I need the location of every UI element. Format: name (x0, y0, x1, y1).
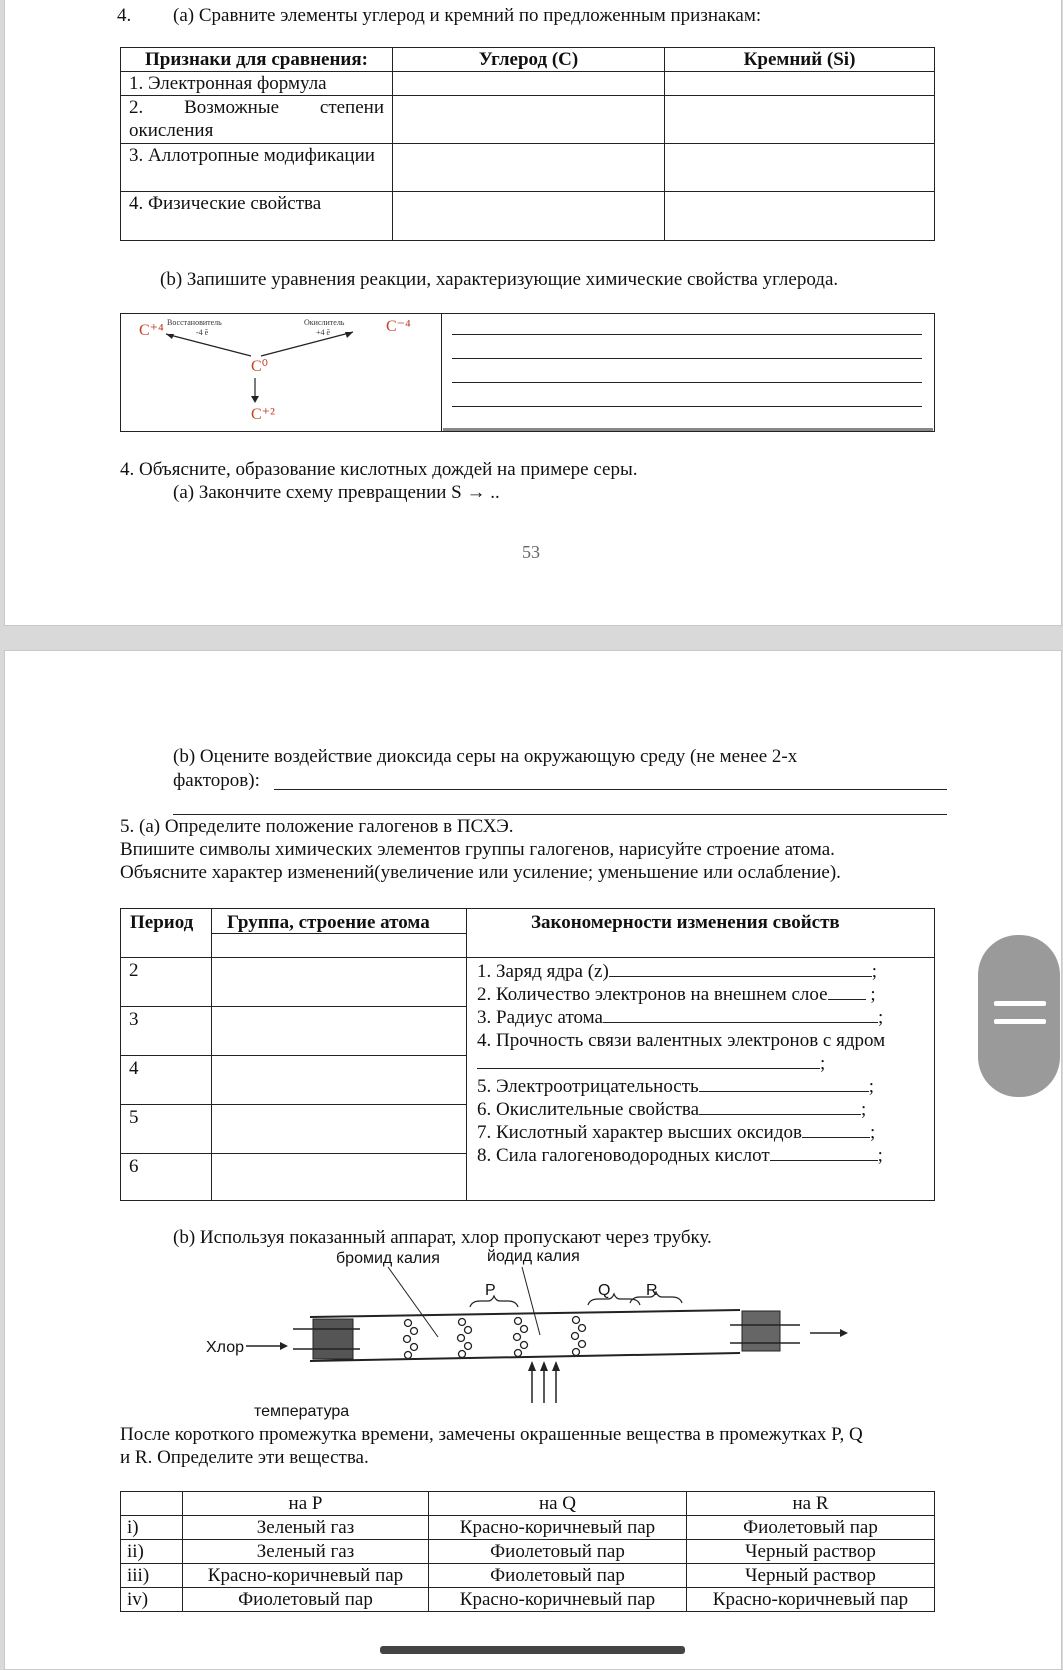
header-group: Группа, строение атома (227, 912, 430, 933)
horizontal-scrollbar[interactable] (380, 1646, 685, 1654)
answer-options-table (120, 1491, 935, 1612)
comparison-table (120, 47, 935, 241)
q4b-title: 4. Объясните, образование кислотных дождей на примере серы. (120, 459, 638, 480)
reducer-electrons: -4 ē (196, 328, 209, 337)
period-4: 4 (129, 1058, 139, 1079)
q5-b-text: (b) Используя показанный аппарат, хлор пропускают через трубку. (173, 1227, 712, 1248)
answer-line[interactable] (452, 406, 922, 407)
right-stopper (742, 1311, 780, 1351)
header-patterns: Закономерности изменения свойств (531, 912, 840, 933)
pattern-1: 1. Заряд ядра (z) ; (477, 961, 878, 982)
after-line2: и R. Определите эти вещества. (120, 1447, 369, 1468)
answer-line[interactable] (274, 789, 947, 790)
header-carbon: Углерод (С) (393, 48, 665, 72)
pattern-8: 8. Сила галогеноводородных кислот ; (477, 1145, 883, 1166)
q5-line1: 5. (a) Определите положение галогенов в ПСХЭ. (120, 816, 514, 837)
c-plus4-label: C⁺⁴ (139, 322, 164, 339)
pattern-3: 3. Радиус атома ; (477, 1007, 884, 1028)
oxidizer-electrons: +4 ē (316, 328, 331, 337)
c0-label: C⁰ (251, 358, 269, 375)
period-3: 3 (129, 1009, 139, 1030)
left-stopper (313, 1319, 353, 1359)
table-cell-input[interactable] (665, 192, 935, 241)
answer-row-ii[interactable]: ii) Зеленый газ Фиолетовый пар Черный раствор (121, 1540, 935, 1564)
table-cell-input[interactable] (393, 72, 665, 96)
answer-line[interactable] (452, 358, 922, 359)
r-label: R (646, 1282, 658, 1299)
reaction-scheme-box (120, 313, 935, 432)
pattern-2: 2. Количество электронов на внешнем слое ; (477, 984, 876, 1005)
header-period: Период (130, 912, 194, 933)
answer-line[interactable] (452, 382, 922, 383)
q4b-a-text: (a) Закончите схему превращении S → .. (173, 482, 500, 503)
pattern-5: 5. Электроотрицательность ; (477, 1076, 874, 1097)
pattern-6: 6. Окислительные свойства ; (477, 1099, 867, 1120)
arrow-to-c-plus4 (166, 334, 251, 356)
table-cell-input[interactable] (393, 192, 665, 241)
c-plus2-label: C⁺² (251, 406, 275, 423)
answer-row-iii[interactable]: iii) Красно-коричневый пар Фиолетовый пар Черный раствор (121, 1564, 935, 1588)
pattern-7: 7. Кислотный характер высших оксидов ; (477, 1122, 876, 1143)
after-line1: После короткого промежутка времени, замечены окрашенные вещества в промежутках P, Q (120, 1424, 863, 1445)
answer-line[interactable] (452, 334, 922, 335)
oxidizer-label: Окислитель (304, 318, 345, 327)
answer-header-p: на P (183, 1492, 429, 1516)
answer-header-q: на Q (429, 1492, 687, 1516)
p2-b-line1: (b) Оцените воздействие диоксида серы на окружающую среду (не менее 2-х (173, 746, 798, 767)
table-cell-input[interactable] (665, 96, 935, 144)
table-cell-input[interactable] (393, 96, 665, 144)
drawer-toggle-button[interactable] (978, 935, 1060, 1097)
c-minus4-label: C⁻⁴ (386, 318, 411, 335)
menu-icon-bar (994, 1019, 1046, 1024)
header-features: Признаки для сравнения: (121, 48, 393, 72)
answer-row-i[interactable]: i) Зеленый газ Красно-коричневый пар Фиолетовый пар (121, 1516, 935, 1540)
menu-icon (994, 1001, 1046, 1006)
q4-a-text: (a) Сравните элементы углерод и кремний по предложенным признакам: (173, 5, 762, 26)
q5-line3: Объясните характер изменений(увеличение или усиление; уменьшение или ослабление). (120, 862, 841, 883)
answer-header-blank (121, 1492, 183, 1516)
period-6: 6 (129, 1156, 139, 1177)
table-cell-input[interactable] (665, 144, 935, 192)
page-number: 53 (522, 542, 540, 562)
answer-header-r: на R (687, 1492, 935, 1516)
p-label: P (485, 1282, 496, 1299)
q5-line2: Впишите символы химических элементов группы галогенов, нарисуйте строение атома. (120, 839, 835, 860)
q4-b-text: (b) Запишите уравнения реакции, характеризующие химические свойства углерода. (160, 269, 839, 290)
kbr-label: бромид калия (336, 1250, 440, 1267)
arrow-to-c-minus4 (261, 332, 353, 356)
row-label: 4. Физические свойства (121, 192, 393, 241)
q4-number: 4. (117, 5, 132, 26)
pattern-4: 4. Прочность связи валентных электронов с ядром (477, 1030, 886, 1051)
row-label: 1. Электронная формула (121, 72, 393, 96)
table-cell-input[interactable] (393, 144, 665, 192)
row-label: 2. Возможные степени окисления (121, 96, 393, 144)
table-cell-input[interactable] (665, 72, 935, 96)
temperature-label: температура (254, 1403, 350, 1420)
period-5: 5 (129, 1107, 139, 1128)
chlorine-tube-apparatus (200, 1245, 860, 1425)
ki-label: йодид калия (487, 1248, 580, 1265)
pattern-4-line: ; (477, 1052, 825, 1075)
period-2: 2 (129, 960, 139, 981)
q-label: Q (598, 1282, 611, 1299)
answer-row-iv[interactable]: iv) Фиолетовый пар Красно-коричневый пар Красно-коричневый пар (121, 1588, 935, 1612)
header-silicon: Кремний (Si) (665, 48, 935, 72)
carbon-oxidation-diagram (121, 314, 439, 431)
chlorine-label: Хлор (206, 1339, 244, 1356)
p2-b-line2: факторов): (173, 770, 260, 791)
row-label: 3. Аллотропные модификации (121, 144, 393, 192)
reducer-label: Восстановитель (167, 318, 222, 327)
